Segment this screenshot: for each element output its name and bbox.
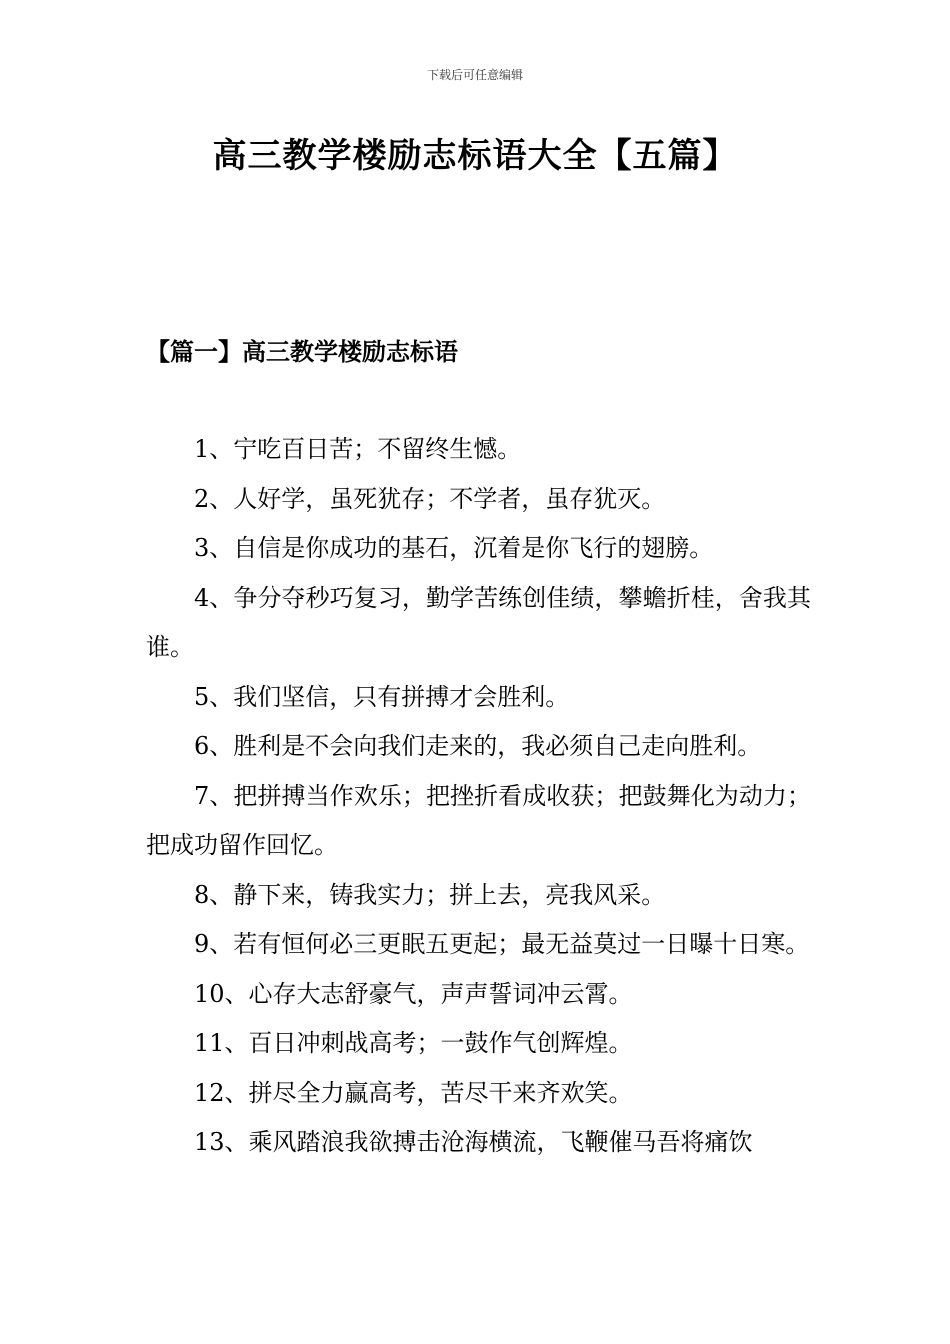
- list-item: 6、胜利是不会向我们走来的，我必须自己走向胜利。: [194, 732, 762, 760]
- list-item: 11、百日冲刺战高考；一鼓作气创辉煌。: [194, 1029, 633, 1057]
- list-item: 1、宁吃百日苦；不留终生憾。: [194, 435, 522, 463]
- list-item: 9、若有恒何必三更眠五更起；最无益莫过一日曝十日寒。: [194, 930, 810, 958]
- list-item: 12、拼尽全力赢高考，苦尽干来齐欢笑。: [194, 1078, 633, 1107]
- document-body: [146, 425, 811, 1168]
- list-item: 7、把拼搏当作欢乐；把挫折看成收获；把鼓舞化为动力；把成功留作回忆。: [146, 781, 811, 859]
- list-item: 5、我们坚信，只有拼搏才会胜利。: [194, 682, 570, 711]
- list-item: 4、争分夺秒巧复习，勤学苦练创佳绩，攀蟾折桂，舍我其谁。: [146, 583, 811, 661]
- list-item: 13、乘风踏浪我欲搏击沧海横流，飞鞭催马吾将痛饮: [194, 1128, 753, 1156]
- header-note: 下载后可任意编辑: [426, 68, 523, 82]
- document-title: 高三教学楼励志标语大全【五篇】: [212, 136, 738, 176]
- list-item: 3、自信是你成功的基石，沉着是你飞行的翅膀。: [194, 534, 714, 562]
- section-heading: 【篇一】高三教学楼励志标语: [146, 337, 458, 366]
- list-item: 10、心存大志舒豪气，声声誓词冲云霄。: [194, 979, 633, 1008]
- list-item: 2、人好学，虽死犹存；不学者，虽存犹灭。: [194, 484, 666, 513]
- list-item: 8、静下来，铸我实力；拼上去，亮我风采。: [194, 880, 666, 909]
